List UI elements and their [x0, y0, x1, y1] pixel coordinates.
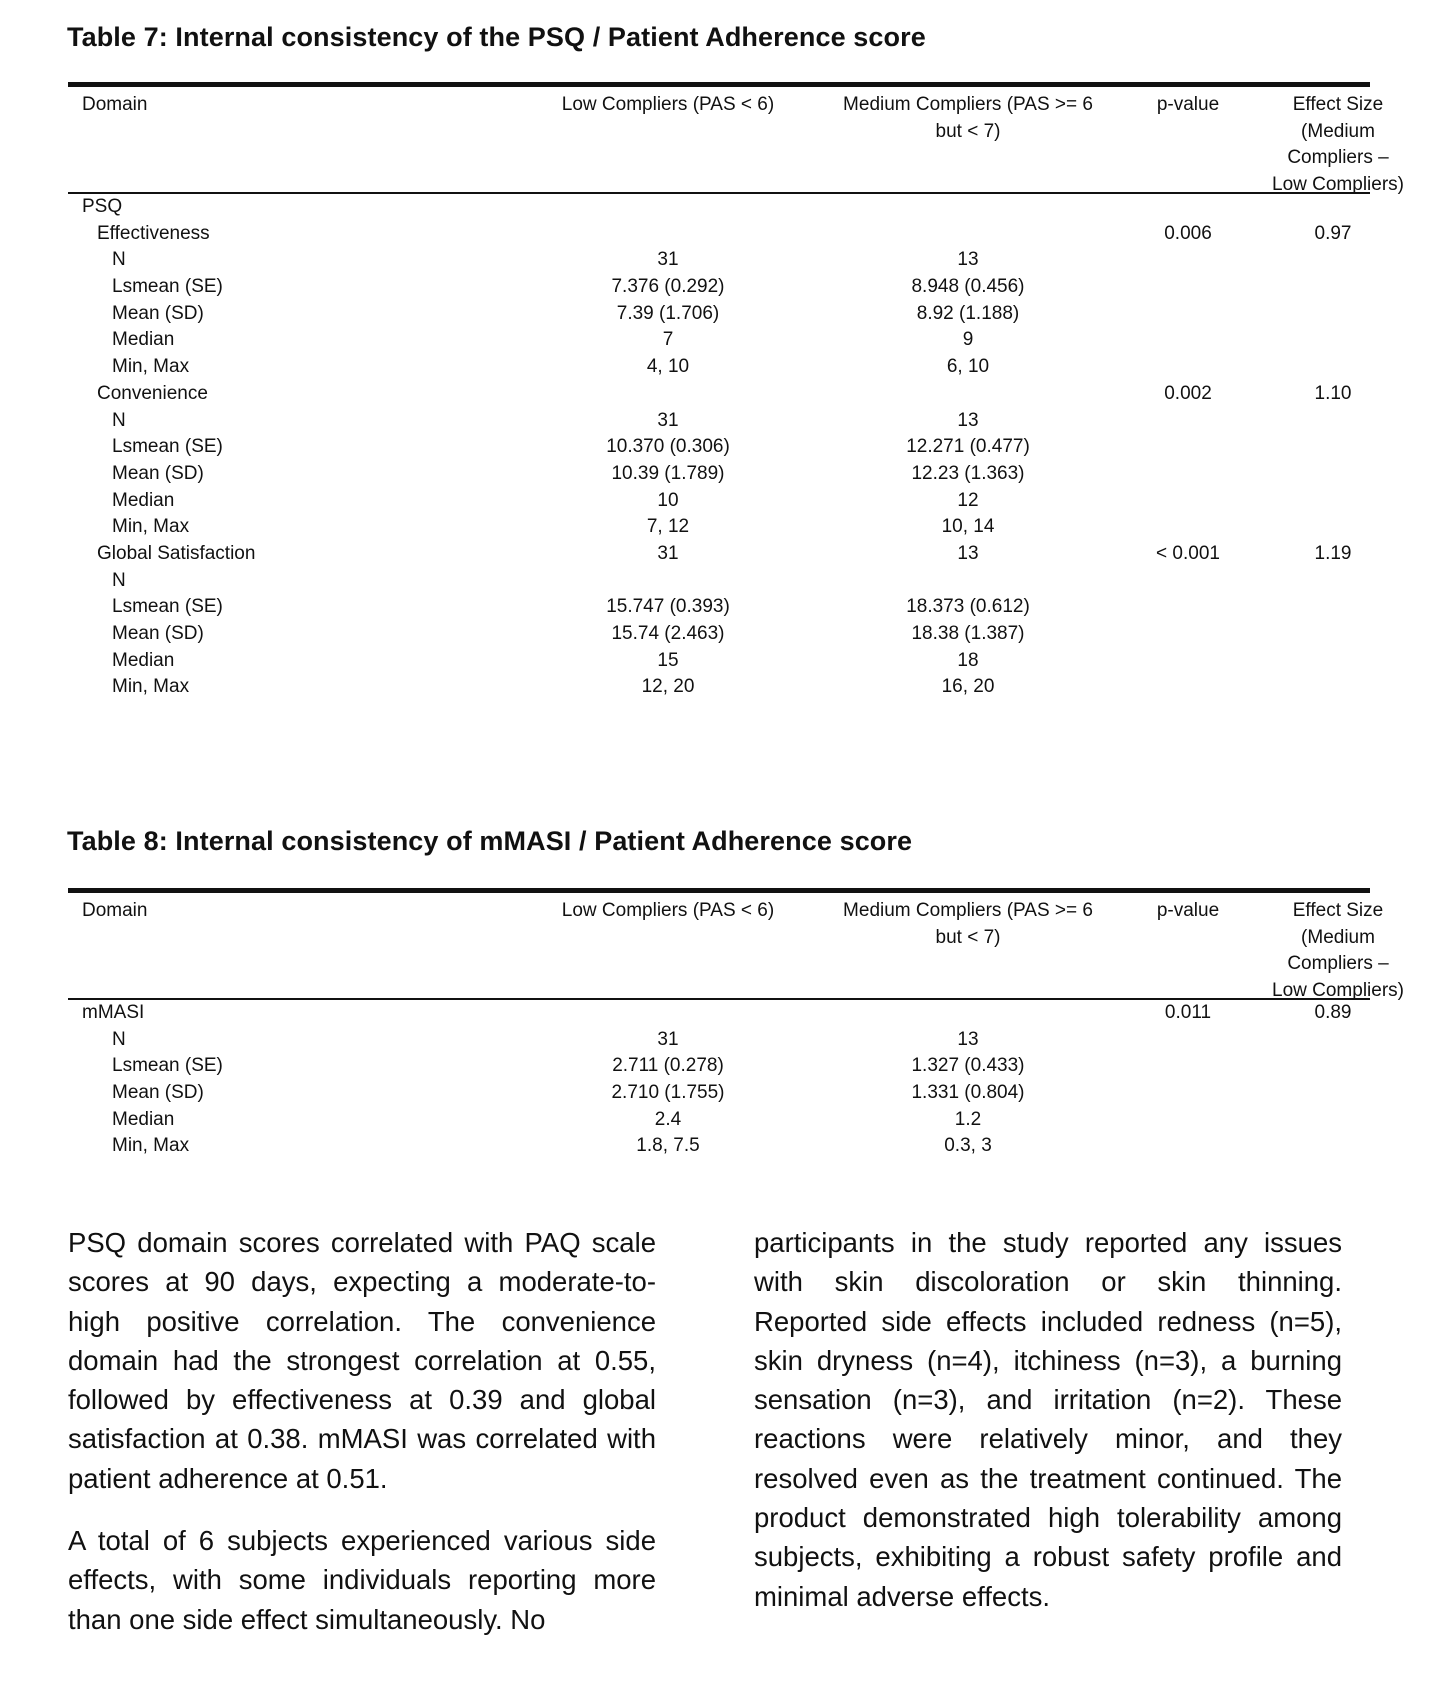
row-label: Median [112, 1108, 175, 1130]
row-label: Effectiveness [97, 222, 210, 244]
row-label: N [112, 569, 126, 591]
cell-medium-compliers: 6, 10 [946, 356, 990, 378]
cell-medium-compliers: 1.2 [954, 1108, 982, 1130]
paragraph: participants in the study reported any issues with skin discoloration or skin thinning. Reported side effects included redness (n=5), skin dryness (n=4), itchiness (n=3), a burning sensation (n=3), and irritation (n=2). These reactions were relatively minor, and they resolved even as the treatment continued. The product demonstrated high tolerability among subjects, exhibiting a robust safety profile and minimal adverse effects. [754, 1227, 1342, 1612]
header-low-compliers: Low Compliers (PAS < 6) [561, 94, 775, 115]
row-label: Global Satisfaction [97, 542, 256, 564]
row-label: Median [112, 489, 175, 511]
cell-low-compliers: 7, 12 [646, 516, 690, 538]
header-medium-compliers: Medium Compliers (PAS >= 6 but < 7) [843, 900, 1093, 948]
table-header [68, 893, 1404, 1001]
table-row [68, 594, 1370, 621]
row-label: N [112, 1028, 126, 1050]
table-row [68, 1133, 1370, 1160]
row-label: Min, Max [112, 356, 190, 378]
cell-medium-compliers: 1.331 (0.804) [911, 1082, 1025, 1104]
cell-p-value: 0.002 [1164, 382, 1212, 404]
cell-effect-size: 1.19 [1314, 542, 1352, 564]
cell-medium-compliers: 8.92 (1.188) [916, 302, 1020, 324]
cell-low-compliers: 10.39 (1.789) [611, 462, 725, 484]
table-7-title: Table 7: Internal consistency of the PSQ / Patient Adherence score [67, 22, 926, 52]
table-row [68, 621, 1370, 648]
cell-low-compliers: 10.370 (0.306) [606, 436, 730, 458]
cell-low-compliers: 2.710 (1.755) [611, 1082, 725, 1104]
table-row [68, 1080, 1370, 1107]
cell-low-compliers: 2.4 [654, 1108, 682, 1130]
table-body [68, 1000, 1370, 1160]
cell-low-compliers: 10 [657, 489, 679, 511]
cell-low-compliers: 31 [657, 1028, 679, 1050]
cell-medium-compliers: 0.3, 3 [944, 1135, 992, 1157]
row-label: Mean (SD) [112, 462, 204, 484]
cell-medium-compliers: 12.271 (0.477) [906, 436, 1030, 458]
header-domain: Domain [82, 900, 148, 921]
row-label: mMASI [82, 1002, 145, 1023]
row-label: N [112, 409, 126, 431]
row-label: Mean (SD) [112, 1082, 204, 1104]
header-p-value: p-value [1156, 900, 1220, 921]
row-label: N [112, 249, 126, 271]
table-row [68, 381, 1370, 408]
cell-medium-compliers: 12.23 (1.363) [911, 462, 1025, 484]
table-row [68, 461, 1370, 488]
table-row [68, 648, 1370, 675]
header-medium-compliers: Medium Compliers (PAS >= 6 but < 7) [843, 94, 1093, 142]
table-row [68, 674, 1370, 701]
row-label: Lsmean (SE) [112, 1055, 223, 1077]
table-8-title: Table 8: Internal consistency of mMASI / Patient Adherence score [67, 826, 913, 856]
row-label: Median [112, 649, 175, 671]
cell-low-compliers: 12, 20 [641, 676, 695, 698]
cell-low-compliers: 15 [657, 649, 679, 671]
table-row [68, 221, 1370, 248]
cell-medium-compliers: 18.373 (0.612) [906, 596, 1030, 618]
row-label: Median [112, 329, 175, 351]
row-label: Min, Max [112, 676, 190, 698]
table-row [68, 247, 1370, 274]
paragraph: PSQ domain scores correlated with PAQ scale scores at 90 days, expecting a moderate-to-high positive correlation. The convenience domain had the strongest correlation at 0.55, followed by effectiveness at 0.39 and global satisfaction at 0.38. mMASI was correlated with patient adherence at 0.51. [68, 1227, 656, 1494]
cell-low-compliers: 7.376 (0.292) [611, 276, 725, 298]
table-row [68, 434, 1370, 461]
text-column-right [754, 1223, 1342, 1639]
cell-low-compliers: 7.39 (1.706) [616, 302, 720, 324]
row-label: Convenience [97, 382, 208, 404]
table-row [68, 354, 1370, 381]
table-row [68, 514, 1370, 541]
cell-low-compliers: 15.74 (2.463) [611, 623, 725, 644]
cell-low-compliers: 15.747 (0.393) [606, 596, 730, 618]
row-label: Mean (SD) [112, 623, 204, 644]
cell-medium-compliers: 12 [957, 489, 979, 511]
table-row [68, 1107, 1370, 1134]
table-row [68, 1027, 1370, 1054]
table-row [68, 301, 1370, 328]
table-row [68, 274, 1370, 301]
cell-medium-compliers: 13 [957, 1028, 979, 1050]
table-row [68, 541, 1370, 568]
table-row [68, 1000, 1370, 1027]
row-label: Mean (SD) [112, 302, 204, 324]
header-low-compliers: Low Compliers (PAS < 6) [561, 900, 775, 921]
cell-effect-size: 0.97 [1314, 222, 1352, 244]
row-label: Lsmean (SE) [112, 276, 223, 298]
cell-medium-compliers: 13 [957, 542, 979, 564]
cell-low-compliers: 31 [657, 409, 679, 431]
row-label: PSQ [82, 196, 123, 217]
cell-medium-compliers: 13 [957, 249, 979, 271]
cell-medium-compliers: 18.38 (1.387) [911, 623, 1025, 644]
text-column-left [68, 1223, 656, 1662]
cell-low-compliers: 4, 10 [646, 356, 690, 378]
cell-low-compliers: 1.8, 7.5 [636, 1135, 700, 1157]
table-8 [68, 888, 1404, 1160]
table-7 [68, 82, 1404, 701]
cell-medium-compliers: 18 [957, 649, 979, 671]
cell-effect-size: 1.10 [1314, 382, 1352, 404]
table-row [68, 327, 1370, 354]
table-row [68, 488, 1370, 515]
row-label: Lsmean (SE) [112, 596, 223, 618]
cell-medium-compliers: 10, 14 [941, 516, 995, 538]
cell-effect-size: 0.89 [1314, 1002, 1352, 1023]
header-effect-size: Effect Size (Medium Compliers – Low Compliers) [1272, 900, 1404, 1001]
paragraph: A total of 6 subjects experienced various side effects, with some individuals reporting more than one side effect simultaneously. No [68, 1525, 656, 1635]
row-label: Lsmean (SE) [112, 436, 223, 458]
header-domain: Domain [82, 94, 148, 115]
cell-medium-compliers: 16, 20 [941, 676, 995, 698]
table-row [68, 568, 1370, 595]
table-row [68, 1053, 1370, 1080]
cell-low-compliers: 2.711 (0.278) [612, 1055, 724, 1077]
row-label: Min, Max [112, 516, 190, 538]
cell-medium-compliers: 9 [962, 329, 974, 351]
cell-low-compliers: 31 [657, 542, 679, 564]
cell-p-value: < 0.001 [1156, 542, 1220, 564]
cell-medium-compliers: 1.327 (0.433) [911, 1055, 1025, 1077]
table-body [68, 194, 1370, 701]
cell-low-compliers: 7 [662, 329, 674, 351]
table-header [68, 87, 1404, 195]
header-effect-size: Effect Size (Medium Compliers – Low Compliers) [1272, 94, 1404, 195]
table-row [68, 194, 1370, 221]
cell-medium-compliers: 8.948 (0.456) [911, 276, 1025, 298]
header-p-value: p-value [1156, 94, 1220, 115]
table-row [68, 408, 1370, 435]
cell-p-value: 0.011 [1164, 1002, 1212, 1023]
row-label: Min, Max [112, 1135, 190, 1157]
cell-p-value: 0.006 [1164, 222, 1212, 244]
cell-medium-compliers: 13 [957, 409, 979, 431]
cell-low-compliers: 31 [657, 249, 679, 271]
